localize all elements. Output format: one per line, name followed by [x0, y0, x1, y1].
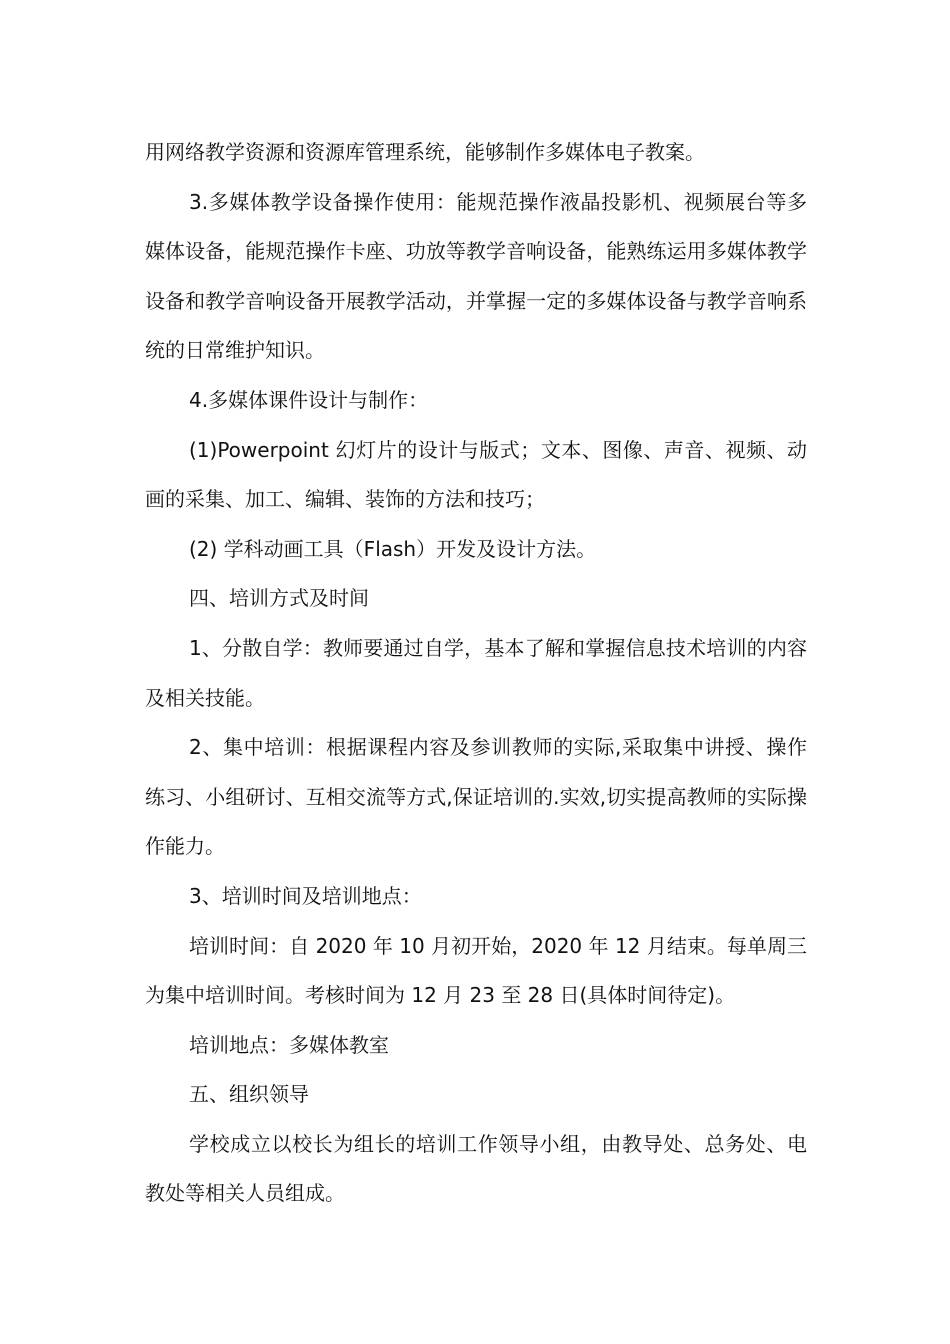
paragraph-centralized-training: 2、集中培训：根据课程内容及参训教师的实际,采取集中讲授、操作练习、小组研讨、互相交流等方式,保证培训的.实效,切实提高教师的实际操作能力。	[145, 735, 807, 859]
paragraph-multimedia-equipment: 3.多媒体教学设备操作使用：能规范操作液晶投影机、视频展台等多媒体设备，能规范操作卡座、功放等教学音响设备，能熟练运用多媒体教学设备和教学音响设备开展教学活动，并掌握一定的多媒体设备与教学音响系统的日常维护知识。	[145, 189, 807, 363]
paragraph-powerpoint: (1)Powerpoint 幻灯片的设计与版式；文本、图像、声音、视频、动画的采集、加工、编辑、装饰的方法和技巧；	[145, 437, 807, 512]
paragraph-flash: (2) 学科动画工具（Flash）开发及设计方法。	[189, 536, 597, 561]
paragraph-continuation: 用网络教学资源和资源库管理系统，能够制作多媒体电子教案。	[145, 140, 705, 164]
paragraph-leadership-group: 学校成立以校长为组长的培训工作领导小组，由教导处、总务处、电教处等相关人员组成。	[145, 1131, 807, 1206]
paragraph-time-location-heading: 3、培训时间及培训地点：	[189, 883, 422, 908]
paragraph-courseware-heading: 4.多媒体课件设计与制作：	[189, 387, 429, 412]
paragraph-training-time: 培训时间：自 2020 年 10 月初开始，2020 年 12 月结束。每单周三为集中培训时间。考核时间为 12 月 23 至 28 日(具体时间待定)。	[145, 933, 807, 1008]
paragraph-training-location: 培训地点：多媒体教室	[189, 1032, 389, 1057]
section-heading-leadership: 五、组织领导	[189, 1082, 309, 1107]
section-heading-training-method: 四、培训方式及时间	[189, 586, 369, 611]
paragraph-self-study: 1、分散自学：教师要通过自学，基本了解和掌握信息技术培训的内容及相关技能。	[145, 635, 807, 710]
document-body	[145, 128, 807, 1219]
